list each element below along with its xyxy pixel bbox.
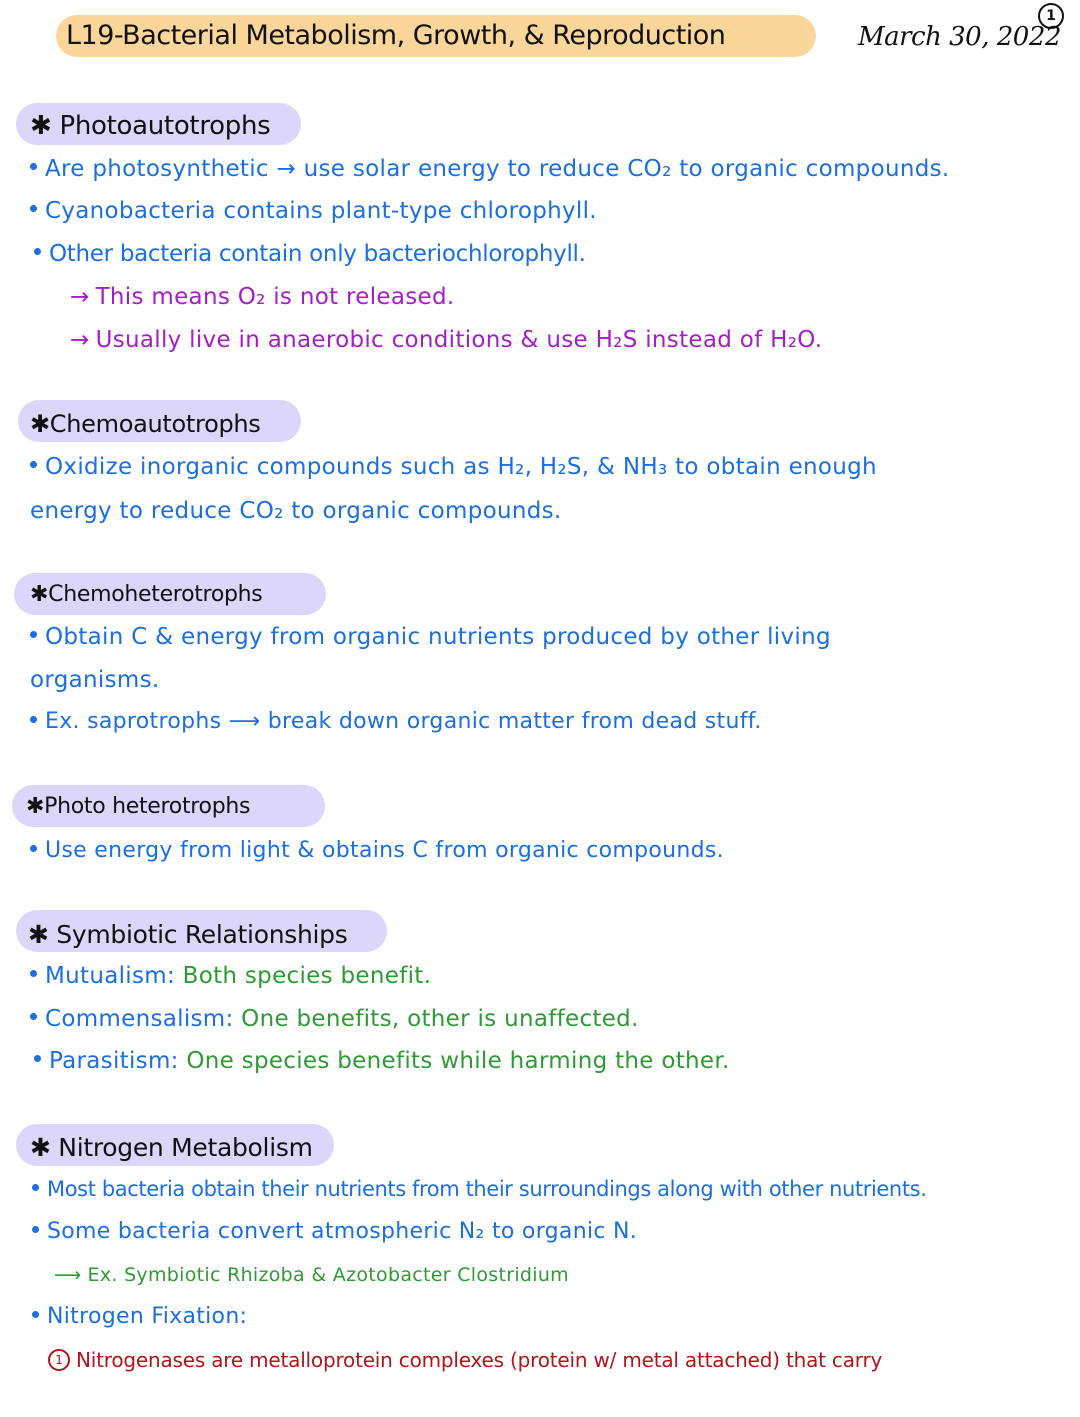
list-item: Cyanobacteria contains plant-type chlorophyll. <box>30 198 597 224</box>
bullet-icon <box>30 163 37 170</box>
term: Commensalism: <box>45 1006 234 1032</box>
list-item <box>30 1006 639 1032</box>
section-heading-photoheterotrophs: ✱Photo heterotrophs <box>26 794 251 819</box>
term: Mutualism: <box>45 963 176 989</box>
bullet-icon <box>32 1184 39 1191</box>
arrow-right-icon: → <box>70 284 90 310</box>
bullet-icon <box>34 1055 41 1062</box>
list-item: Obtain C & energy from organic nutrients produced by other living <box>30 624 831 650</box>
section-heading-symbiotic: ✱ Symbiotic Relationships <box>28 920 348 949</box>
section-heading-photoautotrophs: ✱ Photoautotrophs <box>30 111 271 141</box>
numbered-point: 1 Nitrogenases are metalloprotein complexes (protein w/ metal attached) that carry <box>48 1348 882 1373</box>
list-item: Most bacteria obtain their nutrients from their surroundings along with other nutrients. <box>32 1177 926 1201</box>
bullet-icon <box>30 845 37 852</box>
bullet-icon <box>30 970 37 977</box>
section-heading-nitrogen: ✱ Nitrogen Metabolism <box>30 1133 313 1162</box>
bullet-icon <box>30 631 37 638</box>
note-date: March 30, 2022 <box>858 22 1061 52</box>
bullet-icon <box>30 716 37 723</box>
list-item-continuation: energy to reduce CO₂ to organic compounds. <box>30 498 562 524</box>
page-number-badge: 1 <box>1038 3 1064 29</box>
list-item <box>30 963 431 989</box>
list-item: Other bacteria contain only bacteriochlorophyll. <box>34 241 586 267</box>
list-item: Are photosynthetic → use solar energy to reduce CO₂ to organic compounds. <box>30 156 950 182</box>
bullet-icon <box>32 1226 39 1233</box>
bullet-icon <box>32 1311 39 1318</box>
list-item: Ex. saprotrophs ⟶ break down organic matter from dead stuff. <box>30 709 762 734</box>
section-heading-chemoheterotrophs: ✱Chemoheterotrophs <box>30 582 263 607</box>
number-circle-icon: 1 <box>48 1349 70 1371</box>
sub-point: ⟶ Ex. Symbiotic Rhizoba & Azotobacter Clostridium <box>54 1264 569 1286</box>
bullet-icon <box>30 461 37 468</box>
arrow-right-icon: ⟶ <box>54 1264 82 1286</box>
definition: One species benefits while harming the other. <box>178 1048 730 1074</box>
list-item-continuation: organisms. <box>30 667 160 693</box>
term: Parasitism: <box>49 1048 179 1074</box>
list-item: Some bacteria convert atmospheric N₂ to organic N. <box>32 1219 637 1244</box>
sub-point: → Usually live in anaerobic conditions & use H₂S instead of H₂O. <box>70 327 823 353</box>
list-item: Nitrogen Fixation: <box>32 1304 247 1329</box>
bullet-icon <box>34 248 41 255</box>
list-item: Oxidize inorganic compounds such as H₂, H₂S, & NH₃ to obtain enough <box>30 454 877 480</box>
list-item <box>34 1048 730 1074</box>
list-item: Use energy from light & obtains C from organic compounds. <box>30 838 724 863</box>
arrow-right-icon: → <box>70 327 90 353</box>
definition: Both species benefit. <box>175 963 432 989</box>
page-title: L19-Bacterial Metabolism, Growth, & Reproduction <box>66 20 726 51</box>
sub-point: → This means O₂ is not released. <box>70 284 455 310</box>
bullet-icon <box>30 205 37 212</box>
section-heading-chemoautotrophs: ✱Chemoautotrophs <box>30 410 261 438</box>
definition: One benefits, other is unaffected. <box>233 1006 639 1032</box>
bullet-icon <box>30 1013 37 1020</box>
